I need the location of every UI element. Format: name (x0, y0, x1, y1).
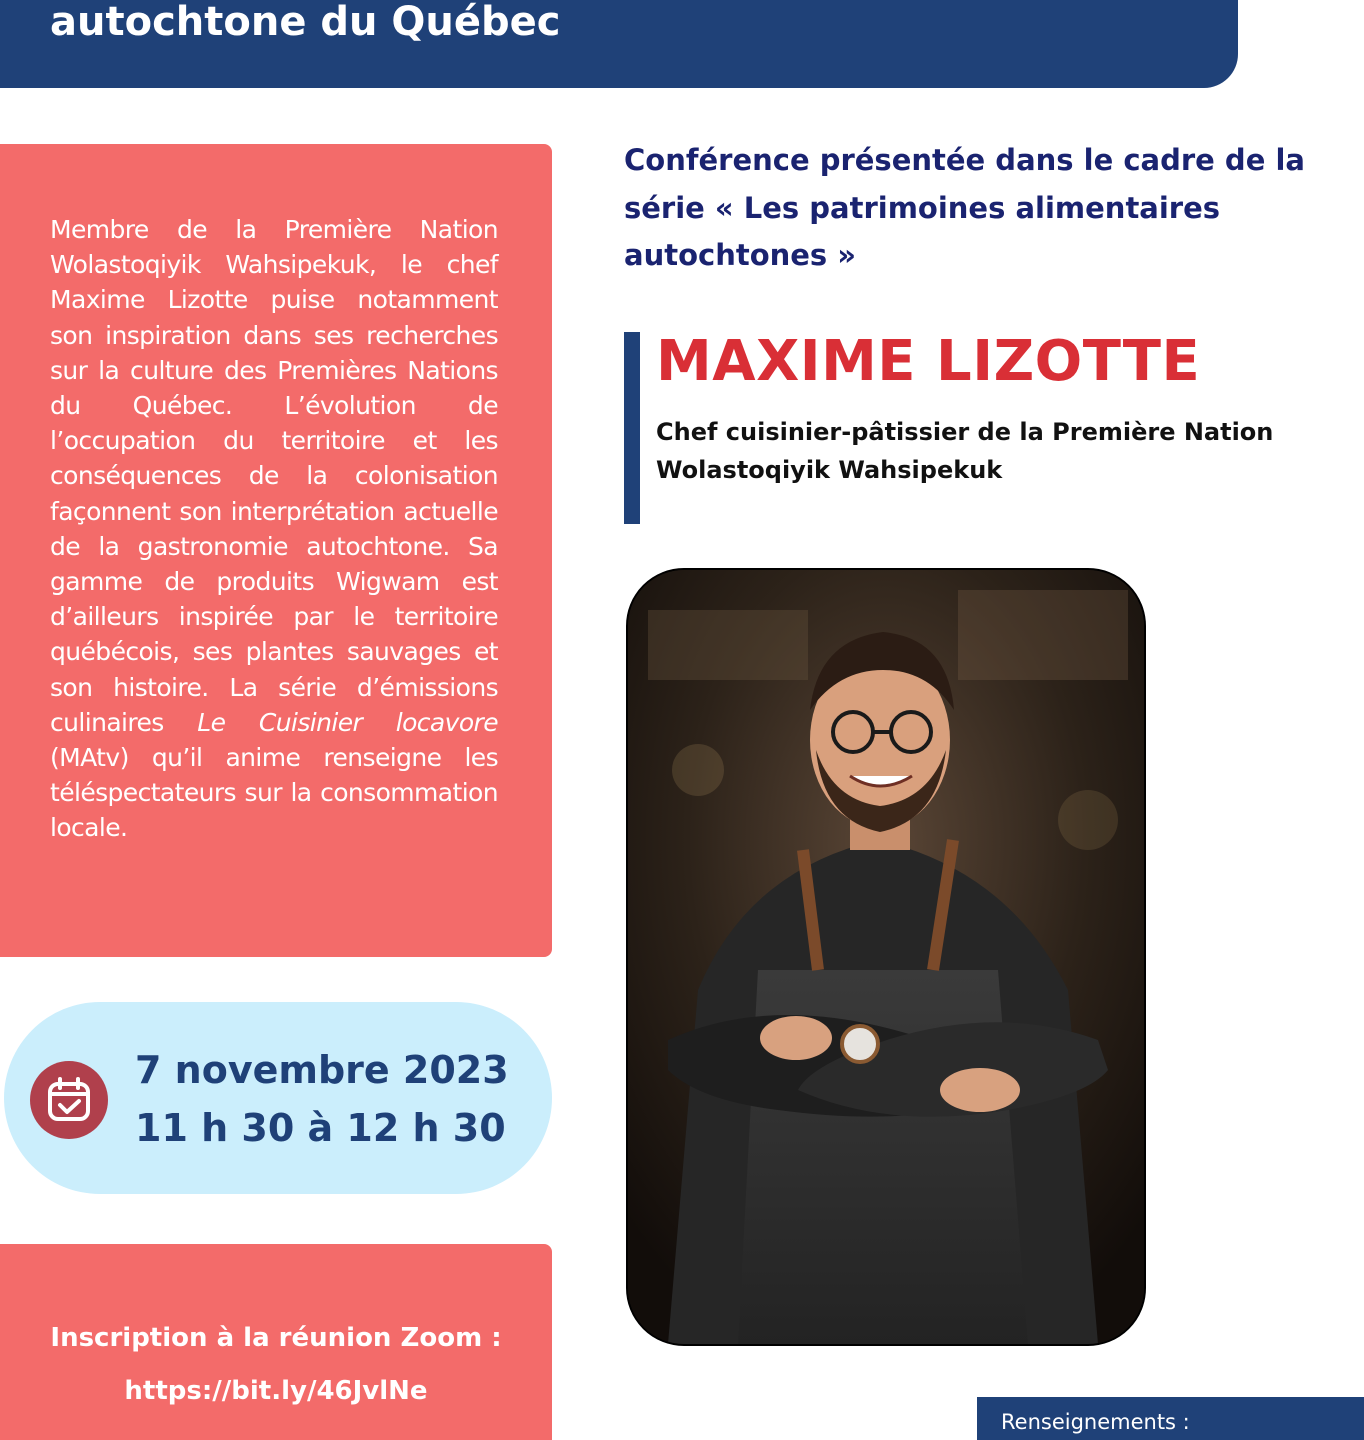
page-title: autochtone du Québec (50, 0, 561, 45)
event-time: 11 h 30 à 12 h 30 (135, 1106, 506, 1150)
speaker-photo (626, 568, 1146, 1346)
registration-link[interactable]: https://bit.ly/46JvlNe (124, 1376, 428, 1406)
bio-text-end: (MAtv) qu’il anime renseigne les téléspectateurs sur la consommation locale. (50, 743, 498, 843)
speaker-photo-illustration (628, 570, 1144, 1344)
speaker-name: MAXIME LIZOTTE (656, 329, 1201, 394)
speaker-role: Chef cuisinier-pâtissier de la Première Nation Wolastoqiyik Wahsipekuk (656, 418, 1274, 484)
info-label: Renseignements : (1001, 1410, 1190, 1434)
registration-label: Inscription à la réunion Zoom : (50, 1323, 502, 1353)
calendar-check-icon (30, 1061, 108, 1139)
show-title: Le Cuisinier locavore (197, 707, 499, 737)
series-title: Conférence présentée dans le cadre de la série « Les patrimoines alimentaires autochtones » (624, 143, 1305, 272)
event-date: 7 novembre 2023 (135, 1048, 509, 1092)
accent-bar (624, 332, 640, 524)
bio-text-start: Membre de la Première Nation Wolastoqiyik Wahsipekuk, le chef Maxime Lizotte puise notamment son inspiration dans ses recherches sur la culture des Premières Nations du Québec. L’évolution de l’occupation du territoire et les conséquences de la colonisation façonnent son interprétation actuelle de la gastronomie autochtone. Sa gamme de produits Wigwam est d’ailleurs inspirée par le territoire québécois, ses plantes sauvages et son histoire. La série d’émissions culinaires (50, 215, 498, 737)
speaker-bio (50, 212, 498, 846)
